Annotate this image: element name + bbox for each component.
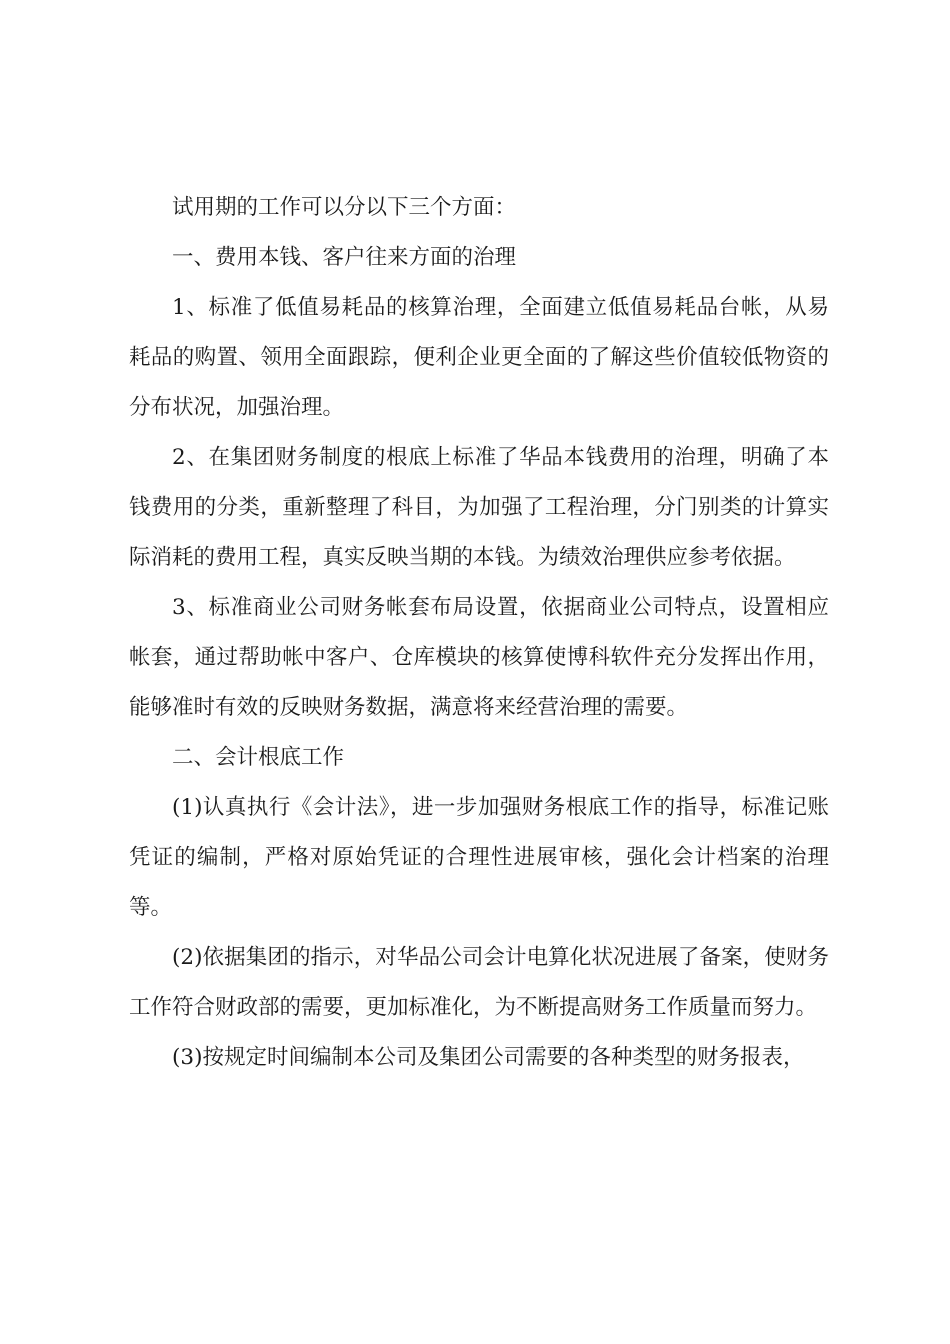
paragraph-item-2: 2、在集团财务制度的根底上标准了华品本钱费用的治理，明确了本钱费用的分类，重新整理了科目，为加强了工程治理，分门别类的计算实际消耗的费用工程，真实反映当期的本钱。为绩效治理供应参考依据。 (129, 445, 829, 570)
section-heading-1: 一、费用本钱、客户往来方面的治理 (172, 245, 517, 270)
paragraph-item-1: 1、标准了低值易耗品的核算治理，全面建立低值易耗品台帐，从易耗品的购置、领用全面跟踪，便利企业更全面的了解这些价值较低物资的分布状况，加强治理。 (129, 295, 829, 420)
paragraph-item-3: 3、标准商业公司财务帐套布局设置，依据商业公司特点，设置相应帐套，通过帮助帐中客户、仓库模块的核算使博科软件充分发挥出作用，能够准时有效的反映财务数据，满意将来经营治理的需要。 (129, 595, 829, 720)
section-heading-2: 二、会计根底工作 (172, 745, 345, 770)
paragraph-sub-2: (2)依据集团的指示，对华品公司会计电算化状况进展了备案，使财务工作符合财政部的需要，更加标准化，为不断提高财务工作质量而努力。 (129, 945, 829, 1020)
document-body (129, 183, 829, 1083)
paragraph-sub-1: (1)认真执行《会计法》，进一步加强财务根底工作的指导，标准记账凭证的编制，严格对原始凭证的合理性进展审核，强化会计档案的治理等。 (129, 795, 829, 920)
paragraph-sub-3: (3)按规定时间编制本公司及集团公司需要的各种类型的财务报表， (172, 1045, 805, 1070)
intro-paragraph: 试用期的工作可以分以下三个方面： (172, 195, 517, 220)
